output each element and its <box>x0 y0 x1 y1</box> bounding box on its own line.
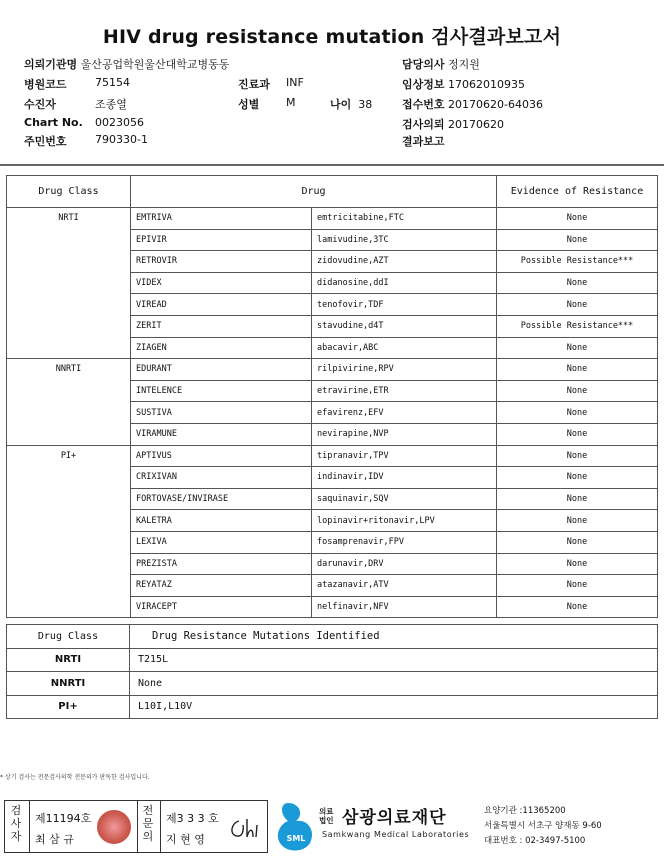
org-info-code: 요양기관 :11365200 <box>484 806 566 816</box>
generic-name-cell: saquinavir,SQV <box>312 488 497 510</box>
report-title: HIV drug resistance mutation 검사결과보고서 <box>102 26 562 48</box>
report-row: 결과보고 <box>402 135 445 148</box>
col-evidence: Evidence of Resistance <box>497 176 658 208</box>
clinical-row: 임상정보 17062010935 <box>402 78 525 91</box>
generic-name-cell: efavirenz,EFV <box>312 402 497 424</box>
sex-value: M <box>286 96 296 109</box>
tester-name: 최 삼 규 <box>35 833 74 846</box>
mutation-table <box>6 624 658 719</box>
evidence-cell: None <box>497 596 658 618</box>
hospital-code-label: 병원코드 <box>24 78 67 91</box>
age-value: 38 <box>358 98 373 111</box>
doctor-value: 정지원 <box>448 58 480 71</box>
id-value: 790330-1 <box>95 133 148 146</box>
brand-name-cell: REYATAZ <box>131 575 312 597</box>
generic-name-cell: atazanavir,ATV <box>312 575 497 597</box>
hospital-code-value: 75154 <box>95 76 130 89</box>
evidence-cell: None <box>497 229 658 251</box>
brand-name-cell: LEXIVA <box>131 531 312 553</box>
reviewer-name: 지 현 영 <box>166 833 205 846</box>
evidence-cell: Possible Resistance*** <box>497 315 658 337</box>
generic-name-cell: zidovudine,AZT <box>312 251 497 273</box>
brand-name-cell: SUSTIVA <box>131 402 312 424</box>
generic-name-cell: fosamprenavir,FPV <box>312 531 497 553</box>
generic-name-cell: tipranavir,TPV <box>312 445 497 467</box>
receipt-row: 접수번호 20170620-64036 <box>402 98 543 111</box>
mutation-value-nnrti: None <box>130 672 658 696</box>
sml-logo-icon <box>274 801 318 853</box>
col-drug-class: Drug Class <box>7 176 131 208</box>
header-separator <box>0 164 664 166</box>
receipt-value: 20170620-64036 <box>448 98 543 111</box>
brand-name-cell: EMTRIVA <box>131 208 312 230</box>
drug-class-cell: NNRTI <box>7 359 131 445</box>
signature-icon <box>227 815 263 841</box>
brand-name-cell: KALETRA <box>131 510 312 532</box>
org-name-en: Samkwang Medical Laboratories <box>322 830 470 839</box>
mutation-col-class: Drug Class <box>7 625 130 649</box>
org-info <box>484 804 602 849</box>
institution-value: 울산공업학원울산대학교병동동 <box>80 58 230 71</box>
institution-row: 의뢰기관명 울산공업학원울산대학교병동동 <box>24 58 230 71</box>
org-type-label: 의료 법인 <box>319 807 334 825</box>
chart-label: Chart No. <box>24 116 83 129</box>
brand-name-cell: EPIVIR <box>131 229 312 251</box>
age-row: 나이 38 <box>330 98 373 111</box>
evidence-cell: None <box>497 467 658 489</box>
brand-name-cell: VIDEX <box>131 272 312 294</box>
evidence-cell: None <box>497 294 658 316</box>
seal-stamp-icon <box>97 810 131 844</box>
brand-name-cell: VIRAMUNE <box>131 423 312 445</box>
org-info-address: 서울특별시 서초구 양재동 9-60 <box>484 821 602 831</box>
evidence-cell: None <box>497 208 658 230</box>
tester-label: 검사자 <box>10 804 22 843</box>
generic-name-cell: tenofovir,TDF <box>312 294 497 316</box>
dept-value: INF <box>286 76 304 89</box>
evidence-cell: None <box>497 402 658 424</box>
org-name-ko: 삼광의료재단 <box>342 808 447 828</box>
brand-name-cell: RETROVIR <box>131 251 312 273</box>
drug-class-cell: NRTI <box>7 208 131 359</box>
reviewer-label: 전문의 <box>142 804 154 843</box>
dept-label: 진료과 <box>238 78 270 91</box>
generic-name-cell: stavudine,d4T <box>312 315 497 337</box>
evidence-cell: None <box>497 272 658 294</box>
org-logo-block <box>274 801 664 857</box>
mutation-class-pi: PI+ <box>7 695 130 719</box>
reviewer-number: 제3 3 3 호 <box>166 812 219 825</box>
brand-name-cell: APTIVUS <box>131 445 312 467</box>
id-label: 주민번호 <box>24 135 67 148</box>
generic-name-cell: indinavir,IDV <box>312 467 497 489</box>
signature-box <box>4 800 268 853</box>
brand-name-cell: ZIAGEN <box>131 337 312 359</box>
col-drug: Drug <box>131 176 497 208</box>
brand-name-cell: INTELENCE <box>131 380 312 402</box>
brand-name-cell: FORTOVASE/INVIRASE <box>131 488 312 510</box>
brand-name-cell: CRIXIVAN <box>131 467 312 489</box>
sex-label: 성별 <box>238 98 260 111</box>
table-row <box>7 208 658 230</box>
logo-mark-text: SML <box>286 834 306 843</box>
org-info-phone: 대표번호 : 02-3497-5100 <box>484 836 586 846</box>
mutation-col-mutations: Drug Resistance Mutations Identified <box>130 625 658 649</box>
generic-name-cell: etravirine,ETR <box>312 380 497 402</box>
mutation-value-pi: L10I,L10V <box>130 695 658 719</box>
brand-name-cell: VIREAD <box>131 294 312 316</box>
brand-name-cell: EDURANT <box>131 359 312 381</box>
evidence-cell: None <box>497 488 658 510</box>
clinical-value: 17062010935 <box>448 78 525 91</box>
evidence-cell: None <box>497 510 658 532</box>
drug-class-cell: PI+ <box>7 445 131 618</box>
evidence-cell: None <box>497 359 658 381</box>
table-row <box>7 445 658 467</box>
request-value: 20170620 <box>448 118 505 131</box>
chart-value: 0023056 <box>95 116 144 129</box>
evidence-cell: None <box>497 380 658 402</box>
tester-number: 제11194호 <box>35 812 92 825</box>
mutation-class-nnrti: NNRTI <box>7 672 130 696</box>
resistance-table <box>6 175 658 618</box>
mutation-value-nrti: T215L <box>130 648 658 672</box>
generic-name-cell: emtricitabine,FTC <box>312 208 497 230</box>
mutation-class-nrti: NRTI <box>7 648 130 672</box>
generic-name-cell: abacavir,ABC <box>312 337 497 359</box>
patient-value: 조종열 <box>95 98 127 111</box>
generic-name-cell: darunavir,DRV <box>312 553 497 575</box>
generic-name-cell: rilpivirine,RPV <box>312 359 497 381</box>
table-row <box>7 359 658 381</box>
generic-name-cell: didanosine,ddI <box>312 272 497 294</box>
generic-name-cell: nevirapine,NVP <box>312 423 497 445</box>
patient-label: 수진자 <box>24 98 56 111</box>
doctor-row: 담당의사 정지원 <box>402 58 480 71</box>
brand-name-cell: PREZISTA <box>131 553 312 575</box>
generic-name-cell: lopinavir+ritonavir,LPV <box>312 510 497 532</box>
evidence-cell: None <box>497 423 658 445</box>
brand-name-cell: VIRACEPT <box>131 596 312 618</box>
generic-name-cell: lamivudine,3TC <box>312 229 497 251</box>
evidence-cell: None <box>497 575 658 597</box>
brand-name-cell: ZERIT <box>131 315 312 337</box>
evidence-cell: None <box>497 531 658 553</box>
evidence-cell: None <box>497 337 658 359</box>
evidence-cell: None <box>497 553 658 575</box>
request-row: 검사의뢰 20170620 <box>402 118 505 131</box>
evidence-cell: None <box>497 445 658 467</box>
generic-name-cell: nelfinavir,NFV <box>312 596 497 618</box>
footnote: * 상기 검사는 전문검사의학 전문의가 판독한 검사입니다. <box>0 774 150 781</box>
evidence-cell: Possible Resistance*** <box>497 251 658 273</box>
